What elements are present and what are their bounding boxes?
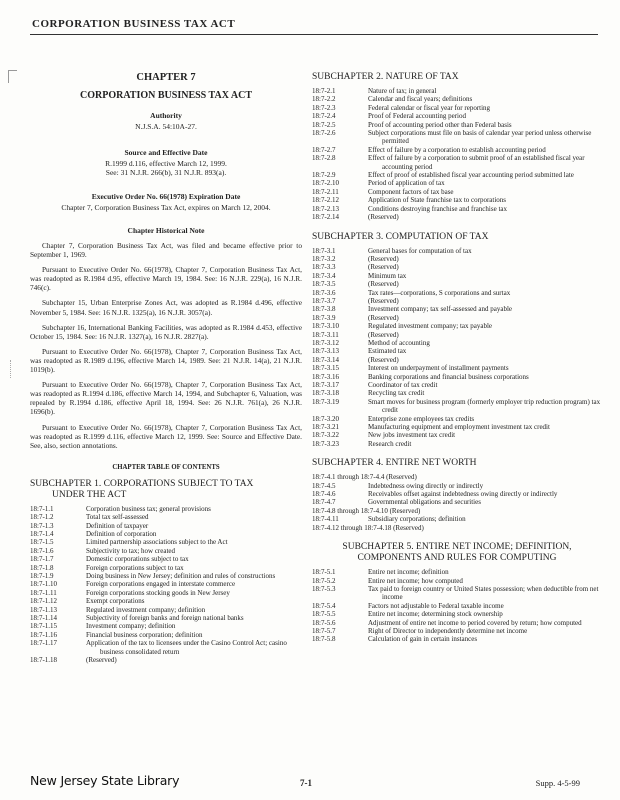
section-number: 18:7-2.1 — [312, 87, 336, 95]
toc-entry — [30, 538, 302, 546]
section-number: 18:7-3.22 — [312, 431, 340, 440]
toc-entry — [30, 522, 302, 530]
section-number: 18:7-3.7 — [312, 296, 336, 305]
section-title: Coordinator of tax credit — [368, 381, 438, 389]
section-number: 18:7-1.14 — [30, 614, 58, 623]
section-number: 18:7-3.10 — [312, 322, 340, 331]
toc-entry — [312, 104, 602, 112]
toc-entry — [30, 505, 302, 513]
section-title: Calendar and fiscal years; definitions — [368, 95, 473, 104]
section-number: 18:7-4.11 — [312, 515, 339, 524]
section-title: Foreign corporations engaged in interstate commerce — [86, 580, 236, 589]
section-title: Limited partnership associations subject to the Act — [86, 538, 228, 547]
toc-entry — [30, 530, 302, 538]
toc-entry — [312, 314, 602, 322]
section-title: (Reserved) — [368, 313, 399, 322]
section-title: Right of Director to independently determine net income — [368, 626, 528, 635]
section-title: (Reserved) — [368, 280, 399, 289]
margin-scan-mark — [10, 360, 15, 378]
toc-entry — [312, 498, 602, 506]
toc-entry — [312, 373, 602, 381]
toc-entry — [312, 280, 602, 288]
section-title: Total tax self-assessed — [86, 513, 149, 522]
toc-entry — [312, 339, 602, 347]
historical-paragraph: Pursuant to Executive Order No. 66(1978), Chapter 7, Corporation Business Tax Act, was readopted as R.1984 d.95, effective March 19, 1984. See: 16 N.J.R. 229(a), 16 N.J.R. 746(c). — [30, 265, 302, 293]
toc-entry — [312, 255, 602, 263]
toc-entry — [30, 547, 302, 555]
section-number: 18:7-1.5 — [30, 538, 54, 547]
section-number: 18:7-3.5 — [312, 280, 336, 289]
header-rule — [30, 34, 598, 35]
toc-entry — [312, 112, 602, 120]
subchapter-4-list — [312, 482, 602, 507]
section-number: 18:7-3.13 — [312, 347, 340, 356]
toc-entry — [312, 568, 602, 576]
subchapter-5-heading-line1: SUBCHAPTER 5. ENTIRE NET INCOME; DEFINITION, — [342, 542, 572, 553]
section-title: Financial business corporation; definition — [86, 630, 203, 639]
toc-entry — [312, 188, 602, 196]
toc-entry — [30, 597, 302, 605]
section-number: 18:7-4.7 — [312, 498, 336, 507]
section-title: Nature of tax; in general — [368, 87, 437, 95]
section-number: 18:7-1.10 — [30, 580, 58, 589]
section-number: 18:7-1.4 — [30, 530, 54, 538]
section-title: Application of State franchise tax to corporations — [368, 196, 507, 205]
section-title: Calculation of gain in certain instances — [368, 635, 478, 644]
historical-paragraph: Subchapter 15, Urban Enterprise Zones Act, was adopted as R.1984 d.496, effective November 5, 1984. See: 16 N.J.R. 1325(a), 16 N.J.R. 3057(a). — [30, 298, 302, 317]
section-number: 18:7-3.21 — [312, 423, 340, 432]
section-title: (Reserved) — [368, 213, 399, 222]
section-number: 18:7-3.15 — [312, 364, 340, 373]
toc-entry — [312, 364, 602, 372]
toc-entry — [312, 431, 602, 439]
section-number: 18:7-1.1 — [30, 504, 54, 513]
section-number: 18:7-3.1 — [312, 246, 336, 255]
section-title: Period of application of tax — [368, 179, 445, 188]
chapter-title: CORPORATION BUSINESS TAX ACT — [80, 90, 252, 101]
section-title: Proof of accounting period other than Federal basis — [368, 120, 512, 129]
section-title: Conditions destroying franchise and franchise tax — [368, 204, 507, 213]
section-title: Foreign corporations subject to tax — [86, 563, 184, 572]
section-number: 18:7-1.18 — [30, 656, 58, 665]
section-number: 18:7-2.3 — [312, 103, 336, 112]
section-number: 18:7-5.1 — [312, 568, 336, 577]
toc-entry — [30, 631, 302, 639]
library-watermark: New Jersey State Library — [30, 773, 180, 788]
toc-entry — [312, 515, 602, 523]
toc-entry — [30, 589, 302, 597]
section-title: Definition of taxpayer — [86, 521, 149, 530]
section-number: 18:7-5.4 — [312, 601, 336, 610]
section-title: Estimated tax — [368, 347, 407, 356]
toc-entry — [312, 490, 602, 498]
toc-entry — [312, 179, 602, 187]
right-column — [312, 46, 602, 644]
section-number: 18:7-3.11 — [312, 330, 339, 339]
toc-entry — [312, 356, 602, 364]
section-title: Smart moves for business program (formerly employer trip reduction program) tax credit — [368, 397, 601, 415]
toc-entry — [312, 205, 602, 213]
section-title: (Reserved) — [368, 355, 399, 364]
subchapter-5-heading — [312, 542, 602, 564]
section-title: Effect of proof of established fiscal year accounting period submitted late — [368, 171, 574, 180]
section-number: 18:7-1.7 — [30, 555, 54, 564]
supplement-date: Supp. 4-5-99 — [535, 778, 580, 788]
toc-entry — [30, 564, 302, 572]
section-title: Investment company; tax self-assessed and payable — [368, 305, 513, 314]
section-number: 18:7-3.3 — [312, 263, 336, 272]
section-title: Domestic corporations subject to tax — [86, 555, 189, 564]
section-number: 18:7-2.6 — [312, 129, 336, 138]
section-number: 18:7-5.2 — [312, 576, 336, 585]
toc-entry — [30, 513, 302, 521]
section-number: 18:7-2.11 — [312, 187, 339, 196]
section-number: 18:7-1.13 — [30, 605, 58, 614]
section-number: 18:7-5.7 — [312, 626, 336, 635]
section-number: 18:7-2.9 — [312, 171, 336, 180]
toc-entry — [312, 263, 602, 271]
running-head: CORPORATION BUSINESS TAX ACT — [32, 18, 236, 30]
toc-entry — [312, 389, 602, 397]
section-number: 18:7-4.5 — [312, 481, 336, 490]
section-title: Effect of failure by a corporation to submit proof of an established fiscal year accounting period — [368, 154, 585, 171]
reserved-range: 18:7-4.12 through 18:7-4.18 (Reserved) — [312, 523, 424, 532]
toc-entry — [312, 87, 602, 95]
executive-order-text: Chapter 7, Corporation Business Tax Act, expires on March 12, 2004. — [61, 202, 271, 212]
section-title: Application of the tax to licensees under the Casino Control Act; casino business consolidated return — [86, 639, 287, 656]
subchapter-1-heading-line2: UNDER THE ACT — [52, 489, 127, 500]
section-number: 18:7-2.13 — [312, 204, 340, 213]
section-title: Adjustment of entire net income to period covered by return; how computed — [368, 618, 582, 627]
toc-entry — [312, 297, 602, 305]
toc-entry — [312, 247, 602, 255]
toc-entry — [30, 555, 302, 563]
toc-entry — [312, 585, 602, 602]
section-title: Subjectivity of foreign banks and foreign national banks — [86, 614, 244, 623]
toc-entry — [312, 331, 602, 339]
section-title: Component factors of tax base — [368, 187, 454, 196]
section-number: 18:7-3.18 — [312, 389, 340, 398]
chapter-number: CHAPTER 7 — [136, 72, 196, 83]
toc-entry — [30, 580, 302, 588]
executive-order-heading: Executive Order No. 66(1978) Expiration Date — [91, 191, 241, 201]
toc-entry — [30, 639, 302, 656]
section-title: Corporation business tax; general provisions — [86, 504, 211, 513]
toc-entry — [312, 398, 602, 415]
toc-entry — [312, 322, 602, 330]
section-number: 18:7-2.4 — [312, 112, 336, 121]
subchapter-3-heading: SUBCHAPTER 3. COMPUTATION OF TAX — [312, 231, 489, 242]
section-number: 18:7-1.8 — [30, 563, 54, 572]
toc-entry — [312, 602, 602, 610]
authority-text: N.J.S.A. 54:10A-27. — [135, 122, 197, 131]
toc-entry — [30, 614, 302, 622]
subchapter-2-list — [312, 87, 602, 222]
section-number: 18:7-1.6 — [30, 546, 54, 555]
section-number: 18:7-1.2 — [30, 513, 54, 522]
section-number: 18:7-3.14 — [312, 355, 340, 364]
source-line-2: See: 31 N.J.R. 266(b), 31 N.J.R. 893(a). — [105, 168, 227, 177]
section-title: (Reserved) — [368, 254, 399, 263]
section-number: 18:7-4.6 — [312, 490, 336, 499]
historical-paragraph: Chapter 7, Corporation Business Tax Act, was filed and became effective prior to September 1, 1969. — [30, 241, 302, 260]
section-number: 18:7-3.23 — [312, 439, 340, 448]
toc-entry — [30, 572, 302, 580]
section-number: 18:7-1.11 — [30, 588, 57, 597]
section-title: Tax rates—corporations, S corporations and surtax — [368, 288, 511, 297]
section-title: Exempt corporations — [86, 597, 145, 606]
section-number: 18:7-1.12 — [30, 597, 58, 606]
section-title: Factors not adjustable to Federal taxable income — [368, 601, 504, 610]
section-title: Governmental obligations and securities — [368, 498, 481, 507]
toc-entry — [312, 146, 602, 154]
section-number: 18:7-3.6 — [312, 288, 336, 297]
section-title: Entire net income; how computed — [368, 576, 463, 585]
toc-entry — [312, 272, 602, 280]
subchapter-2-heading: SUBCHAPTER 2. NATURE OF TAX — [312, 72, 459, 82]
section-number: 18:7-3.8 — [312, 305, 336, 314]
historical-paragraph: Pursuant to Executive Order No. 66(1978), Chapter 7, Corporation Business Tax Act, was readopted as R.1989 d.196, effective March 14, 1989. See: 21 N.J.R. 14(a), 21 N.J.R. 1019(b). — [30, 346, 302, 375]
section-title: Interest on underpayment of installment payments — [368, 364, 509, 373]
toc-entry — [312, 129, 602, 146]
page-number: 7-1 — [300, 778, 312, 788]
subchapter-1-heading-line1: SUBCHAPTER 1. CORPORATIONS SUBJECT TO TAX — [30, 478, 254, 489]
section-number: 18:7-3.4 — [312, 271, 336, 280]
section-number: 18:7-1.17 — [30, 639, 58, 648]
subchapter-3-list — [312, 247, 602, 449]
section-title: Investment company; definition — [86, 622, 176, 631]
section-title: Tax paid to foreign country or United States possession; when deductible from net income — [368, 584, 599, 602]
toc-entry — [312, 423, 602, 431]
historical-paragraph: Pursuant to Executive Order No. 66(1978), Chapter 7, Corporation Business Tax Act, was readopted as R.1994 d.186, effective March 14, 1994, and Subchapter 6, Valuation, was repealed by R.1994 d.186, effective April 18, 1994. See: 26 N.J.R. 761(a), 26 N.J.R. 1696(b). — [30, 380, 302, 417]
reserved-range: 18:7-4.8 through 18:7-4.10 (Reserved) — [312, 506, 421, 515]
section-number: 18:7-2.5 — [312, 120, 336, 129]
section-number: 18:7-2.2 — [312, 95, 336, 104]
section-title: Definition of corporation — [86, 530, 157, 538]
section-title: Receivables offset against indebtedness owing directly or indirectly — [368, 490, 558, 499]
section-number: 18:7-3.20 — [312, 414, 340, 423]
source-heading: Source and Effective Date — [124, 147, 208, 157]
subchapter-4-heading: SUBCHAPTER 4. ENTIRE NET WORTH — [312, 458, 477, 469]
toc-entry — [312, 347, 602, 355]
section-number: 18:7-1.16 — [30, 630, 58, 639]
toc-entry — [312, 171, 602, 179]
section-number: 18:7-2.7 — [312, 145, 336, 154]
reserved-range: 18:7-4.1 through 18:7-4.4 (Reserved) — [312, 473, 417, 482]
toc-entry — [312, 610, 602, 618]
subchapter-5-list — [312, 568, 602, 644]
toc-entry — [312, 482, 602, 490]
section-title: Entire net income; determining stock ownership — [368, 610, 503, 619]
historical-note — [30, 241, 302, 450]
section-title: (Reserved) — [368, 296, 399, 305]
subchapter-1-heading — [30, 479, 302, 501]
historical-paragraph: Pursuant to Executive Order No. 66(1978), Chapter 7, Corporation Business Tax Act, was readopted as R.1999 d.116, effective March 12, 1999. See: Source and Effective Date. See, also, section annotations. — [30, 422, 302, 450]
section-title: Subjectivity to tax; how created — [86, 546, 176, 555]
section-number: 18:7-3.19 — [312, 397, 340, 406]
section-number: 18:7-2.12 — [312, 196, 340, 205]
section-title: Foreign corporations stocking goods in New Jersey — [86, 588, 230, 597]
subchapter-5-heading-line2: COMPONENTS AND RULES FOR COMPUTING — [357, 553, 557, 564]
section-title: (Reserved) — [368, 330, 399, 339]
section-number: 18:7-3.12 — [312, 338, 340, 347]
section-number: 18:7-5.6 — [312, 618, 336, 627]
section-title: Research credit — [368, 439, 412, 448]
section-title: Manufacturing equipment and employment investment tax credit — [368, 423, 550, 432]
toc-entry — [312, 619, 602, 627]
historical-paragraph: Subchapter 16, International Banking Facilities, was adopted as R.1984 d.453, effective October 15, 1984. See: 16 N.J.R. 1327(a), 16 N.J.R. 2827(a). — [30, 322, 302, 341]
section-number: 18:7-3.2 — [312, 254, 336, 263]
subchapter-4-list-b — [312, 515, 602, 523]
toc-entry — [30, 622, 302, 630]
section-title: Doing business in New Jersey; definition and rules of constructions — [86, 572, 276, 581]
toc-entry — [312, 213, 602, 221]
section-title: Indebtedness owing directly or indirectly — [368, 481, 484, 490]
section-title: Regulated investment company; definition — [86, 605, 206, 614]
section-number: 18:7-5.3 — [312, 584, 336, 593]
toc-entry — [30, 656, 302, 664]
toc-entry — [312, 415, 602, 423]
section-number: 18:7-1.3 — [30, 521, 54, 530]
toc-entry — [312, 121, 602, 129]
toc-entry — [312, 95, 602, 103]
section-title: Entire net income; definition — [368, 568, 449, 577]
section-number: 18:7-1.15 — [30, 622, 58, 631]
historical-note-heading: Chapter Historical Note — [127, 226, 205, 235]
section-number: 18:7-2.10 — [312, 179, 340, 188]
section-title: Effect of failure by a corporation to establish accounting period — [368, 145, 546, 154]
toc-entry — [312, 627, 602, 635]
section-number: 18:7-2.14 — [312, 213, 340, 222]
toc-entry — [312, 154, 602, 171]
section-title: Minimum tax — [368, 271, 407, 280]
section-title: (Reserved) — [368, 263, 399, 272]
section-title: Banking corporations and financial business corporations — [368, 372, 529, 381]
section-title: General bases for computation of tax — [368, 246, 472, 255]
section-number: 18:7-1.9 — [30, 572, 54, 581]
toc-entry — [312, 305, 602, 313]
section-title: Subject corporations must file on basis of calendar year period unless otherwise permitted — [368, 129, 592, 146]
toc-entry — [312, 381, 602, 389]
left-column — [30, 46, 302, 665]
section-title: Recycling tax credit — [368, 389, 425, 398]
section-title: Regulated investment company; tax payable — [368, 322, 493, 331]
section-title: New jobs investment tax credit — [368, 431, 456, 440]
toc-entry — [312, 635, 602, 643]
section-title: Subsidiary corporations; definition — [368, 515, 466, 524]
section-number: 18:7-3.16 — [312, 372, 340, 381]
toc-heading: CHAPTER TABLE OF CONTENTS — [112, 463, 220, 471]
toc-entry — [312, 289, 602, 297]
section-title: Enterprise zone employees tax credits — [368, 414, 475, 423]
section-title: Federal calendar or fiscal year for reporting — [368, 103, 491, 112]
section-number: 18:7-3.17 — [312, 381, 340, 389]
margin-crop-mark — [8, 70, 17, 83]
subchapter-1-list — [30, 505, 302, 665]
section-title: Proof of Federal accounting period — [368, 112, 466, 121]
section-number: 18:7-2.8 — [312, 154, 336, 163]
authority-heading: Authority — [150, 111, 182, 120]
section-title: (Reserved) — [86, 656, 117, 665]
source-line-1: R.1999 d.116, effective March 12, 1999. — [105, 158, 227, 168]
section-number: 18:7-5.5 — [312, 610, 336, 619]
toc-entry — [312, 440, 602, 448]
toc-entry — [312, 577, 602, 585]
toc-entry — [30, 606, 302, 614]
toc-entry — [312, 196, 602, 204]
section-title: Method of accounting — [368, 338, 430, 347]
section-number: 18:7-5.8 — [312, 635, 336, 644]
section-number: 18:7-3.9 — [312, 313, 336, 322]
